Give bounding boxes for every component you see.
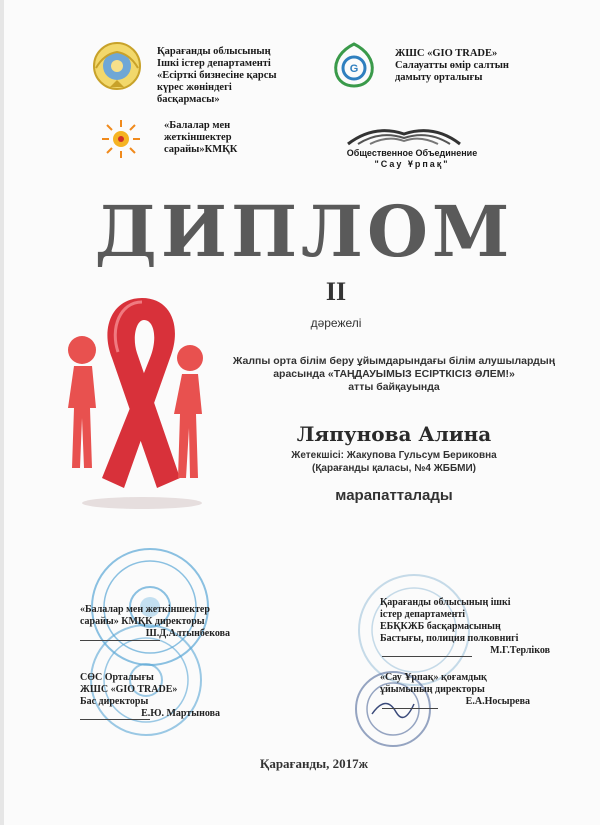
signature-line-palace — [80, 640, 160, 641]
supervisor-info: Жетекшісі: Жакупова Гульсум Бериковна (Қарағанды қаласы, №4 ЖББМИ) — [291, 450, 497, 474]
signature-line-sau-urpaq — [382, 708, 438, 709]
svg-text:G: G — [349, 63, 359, 75]
place-date: Қарағанды, 2017ж — [259, 756, 369, 771]
org-sau-urpaq: Общественное Объединение "Сау Ұрпақ" — [346, 148, 478, 169]
signature-block-sau-urpaq: «Сау Ұрпақ» қоғамдық ұйымының директоры Е.А.Носырева — [380, 672, 530, 707]
kazakhstan-emblem-icon — [92, 40, 142, 92]
org-police-department: Қарағанды облысының Ішкі істер департаменті «Есірткі бизнесіне қарсы күрес жөніндегі басқармасы» — [157, 46, 277, 105]
gio-trade-logo-icon — [332, 42, 376, 88]
org-youth-palace: «Балалар мен жеткіншектер сарайы»КМҚК — [164, 120, 238, 155]
degree-label: дәрежелі — [310, 316, 362, 330]
awarded-text: марапатталады — [335, 487, 453, 504]
signature-block-palace: «Балалар мен жеткіншектер сарайы» КМҚК директоры Ш.Д.Алтынбекова — [80, 604, 230, 639]
red-ribbon-illustration — [62, 288, 222, 518]
winner-name: Ляпунова Алина — [296, 422, 492, 446]
youth-palace-logo-icon — [100, 118, 142, 160]
diploma-title: ДИПЛОМ — [94, 190, 514, 273]
org-gio-trade: ЖШС «GIO TRADE» Салауатты өмір салтын дамыту орталығы — [395, 48, 509, 83]
signature-line-police — [382, 656, 472, 657]
signature-line-gio — [80, 719, 150, 720]
contest-description: Жалпы орта білім беру ұйымдарындағы білім алушылардың арасында «ТАҢДАУЫМЫЗ ЕСІРТКІСІЗ ӘЛЕМ!» атты байқауында — [232, 355, 556, 393]
degree-number: II — [325, 277, 347, 306]
sau-urpaq-logo-icon — [344, 122, 464, 148]
signature-block-gio: СӨС Орталығы ЖШС «GIO TRADE» Бас директоры Е.Ю. Мартынова — [80, 672, 220, 719]
signature-block-police: Қарағанды облысының ішкі істер департаменті ЕБҚКЖБ басқармасының Бастығы, полиция полковнигі М.Г.Терліков — [380, 597, 550, 656]
